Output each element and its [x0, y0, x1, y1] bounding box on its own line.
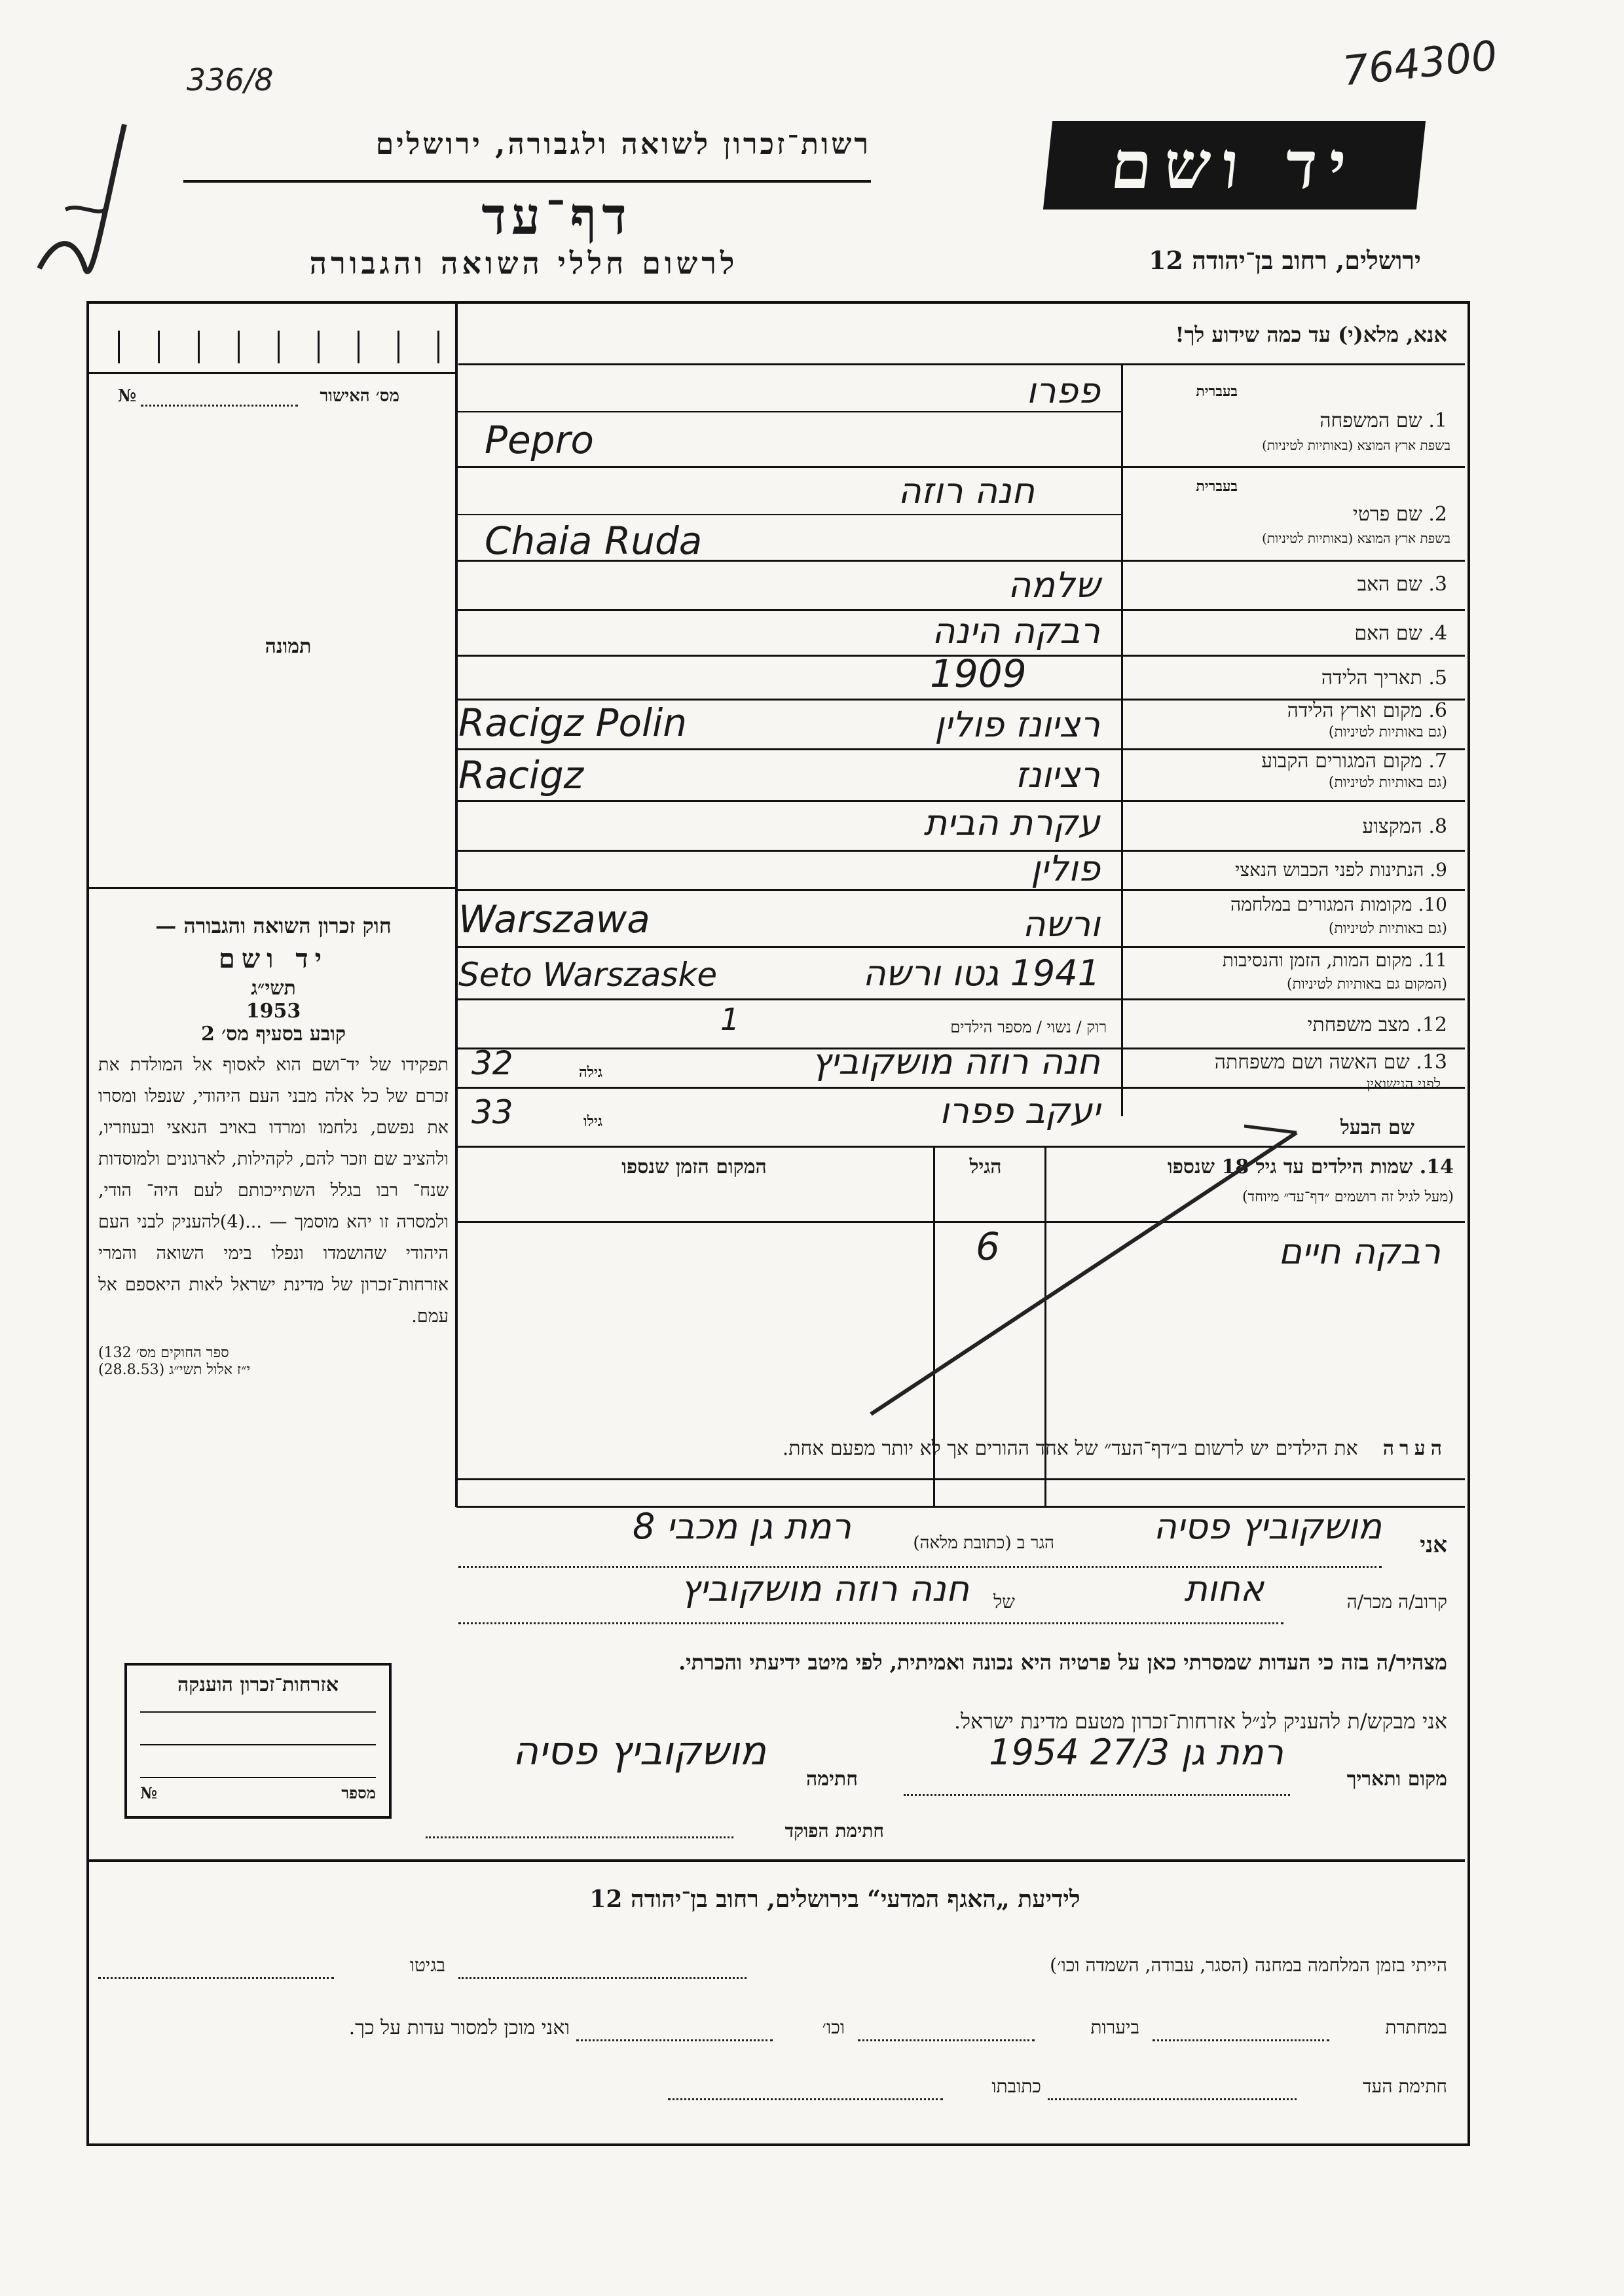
- row-line: [456, 946, 1465, 948]
- place-date-label: מקום ותאריך: [1346, 1768, 1447, 1791]
- place-date-value[interactable]: רמת גן 27/3 1954: [989, 1732, 1283, 1773]
- field-title: הנתינות לפני הכבוש הנאצי: [1235, 859, 1424, 881]
- sidebar-top-divider: [88, 372, 456, 374]
- husband-age-label: גילו: [583, 1113, 602, 1130]
- law-year-hebrew: תשי״ג: [251, 977, 296, 1000]
- field-sub-label: בעברית: [1196, 383, 1238, 400]
- declarant-i-label: אני: [1420, 1532, 1447, 1558]
- note-text: את הילדים יש לרשום ב״דף־העד״ של אחד ההורים אך לא יותר מפעם אחת.: [782, 1437, 1358, 1460]
- declarant-name[interactable]: מושקוביץ פסיה: [1153, 1506, 1382, 1547]
- birth-date-value[interactable]: 1909: [930, 651, 1027, 696]
- stamp-box-no-symbol: №: [140, 1783, 158, 1802]
- footer-etc: וכו׳: [822, 2016, 845, 2038]
- marital-options-label: רוק / נשוי / מספר הילדים: [950, 1018, 1107, 1036]
- field-hint: לפני הנישואין: [1366, 1076, 1441, 1093]
- row-line: [456, 889, 1465, 891]
- wife-age-value[interactable]: 32: [471, 1044, 513, 1082]
- field-title: מקום המות, הזמן והנסיבות: [1222, 949, 1412, 971]
- footer-underground: במחתרת: [1385, 2016, 1447, 2038]
- field-label: [1126, 859, 1447, 881]
- footer-forests-field[interactable]: [858, 2039, 1035, 2041]
- first-name-hebrew[interactable]: חנה רוזה: [898, 470, 1035, 511]
- field-title: שם האם: [1354, 622, 1422, 645]
- row-line: [456, 466, 1465, 468]
- field-title: שם הבעל: [1340, 1116, 1414, 1139]
- husband-age-value[interactable]: 33: [471, 1093, 513, 1131]
- law-year: 1953: [246, 1000, 301, 1023]
- form-subtitle: לרשום חללי השואה והגבורה: [309, 246, 739, 281]
- children-col-age: הגיל: [969, 1156, 1002, 1178]
- note-label: הערה: [1382, 1437, 1447, 1460]
- footer-line1-field[interactable]: [458, 1977, 747, 1979]
- occupation-value[interactable]: עקרת הבית: [923, 802, 1100, 843]
- handwritten-record-number: 764300: [1340, 31, 1500, 96]
- field-label: [1139, 573, 1447, 596]
- death-place-latin[interactable]: Seto Warszaske: [458, 956, 718, 994]
- family-name-hebrew[interactable]: פפרו: [1026, 370, 1100, 411]
- official-signature-label: חתימת הפוקד: [784, 1820, 884, 1842]
- field-number: 6.: [1428, 699, 1447, 722]
- label-column-divider: [1121, 363, 1123, 1116]
- field-hint: (גם באותיות לטיניות): [1328, 920, 1447, 937]
- footer-witness-signature: חתימת העד: [1363, 2075, 1447, 2097]
- declarant-resides-label: הגר ב (כתובת מלאה): [913, 1533, 1054, 1553]
- field-label: [1139, 1013, 1447, 1036]
- footer-address: כתובתו: [991, 2075, 1041, 2097]
- footer-line2-end: ואני מוכן למסור עדות על כך.: [348, 2016, 570, 2039]
- field-label: [1139, 666, 1447, 689]
- field-number: 13.: [1416, 1051, 1447, 1074]
- row-line: [456, 998, 1465, 1000]
- field-number: 12.: [1416, 1013, 1447, 1036]
- field-title: מצב משפחתי: [1307, 1013, 1410, 1036]
- wartime-residence-hebrew[interactable]: ורשה: [1022, 903, 1100, 945]
- handwritten-file-number: 336/8: [187, 62, 274, 98]
- field-title: מקום המגורים הקבוע: [1261, 750, 1422, 773]
- row-line: [456, 411, 1121, 412]
- law-source: (ספר החוקים מס׳ 132: [98, 1345, 229, 1361]
- residence-latin[interactable]: Racigz: [458, 753, 584, 797]
- footer-ghetto-field[interactable]: [98, 1977, 334, 1979]
- stamp-box-number-label: מספר: [341, 1783, 376, 1802]
- law-block: [98, 913, 449, 1378]
- footer-address-field[interactable]: [668, 2098, 943, 2100]
- first-name-latin[interactable]: Chaia Ruda: [485, 519, 703, 563]
- field-title: תאריך הלידה: [1321, 666, 1422, 689]
- marital-children-count[interactable]: 1: [720, 1002, 740, 1037]
- row-line: [456, 514, 1121, 515]
- footer-line1: הייתי בזמן המלחמה במחנה (הסגר, עבודה, השמדה וכו׳): [1050, 1954, 1447, 1976]
- photo-label: תמונה: [265, 635, 312, 658]
- logo-text: יד ושם: [1107, 126, 1362, 204]
- law-title: חוק זכרון השואה והגבורה —: [155, 913, 392, 938]
- field-title: המקצוע: [1362, 815, 1422, 838]
- husband-name-value[interactable]: יעקב פפרו: [939, 1090, 1100, 1131]
- birth-place-latin[interactable]: Racigz Polin: [458, 701, 687, 745]
- birth-place-hebrew[interactable]: רציונז פולין: [934, 704, 1100, 745]
- mother-name-value[interactable]: רבקה הינה: [932, 610, 1100, 651]
- children-col-place: המקום הזמן שנספו: [621, 1156, 767, 1178]
- field-number: 5.: [1428, 666, 1447, 689]
- checkmark-scribble-icon: [26, 111, 157, 308]
- footer-line1-end: בגיטו: [409, 1954, 445, 1976]
- field-number: 9.: [1430, 859, 1447, 881]
- children-heading-note: (מעל לגיל זה רושמים ״דף־עד״ מיוחד): [1242, 1189, 1454, 1205]
- cert-label: מס׳ האישור: [320, 386, 399, 406]
- footer-witness-signature-field[interactable]: [1048, 2098, 1297, 2100]
- declarant-address[interactable]: רמת גן מכבי 8: [633, 1506, 851, 1547]
- field-number: 4.: [1428, 622, 1447, 645]
- field-hint: בשפת ארץ המוצא (באותיות לטיניות): [1262, 530, 1450, 546]
- barcode-ticks: [118, 331, 445, 363]
- relation-line: [458, 1622, 1283, 1624]
- footer-underground-field[interactable]: [1153, 2039, 1329, 2041]
- field-label: [1139, 750, 1447, 773]
- cert-number-field[interactable]: [141, 405, 298, 407]
- footer-forests: ביערות: [1090, 2016, 1139, 2038]
- field-label: [1139, 409, 1447, 432]
- field-number: 7.: [1428, 750, 1447, 773]
- note-line: [471, 1437, 1447, 1460]
- strike-through-lines: [851, 1106, 1310, 1421]
- field-hint: (גם באותיות לטיניות): [1328, 774, 1447, 791]
- field-number: 11.: [1418, 949, 1447, 971]
- field-title: מקום וארץ הלידה: [1287, 699, 1422, 722]
- child-name[interactable]: רבקה חיים: [1278, 1231, 1441, 1272]
- cert-no-symbol: №: [118, 386, 137, 406]
- nationality-value[interactable]: פולין: [1031, 848, 1100, 889]
- field-number: 8.: [1428, 815, 1447, 838]
- wartime-residence-latin[interactable]: Warszawa: [458, 897, 650, 941]
- children-heading-text: שמות הילדים עד גיל 18 שנספו: [1167, 1156, 1413, 1178]
- footer-etc-field[interactable]: [576, 2039, 773, 2041]
- law-text: תפקידו של יד־ושם הוא לאסוף אל המולדת את זכרם של כל אלה מבני העם היהודי, שנפלו ומסרו את נפשם, נלחמו ומרדו באויב הנאצי ובעוזריו, ולהציב שם וזכר להם, לקהילות, לארגונים ולמוסדות שנח־ רבו בגלל השתייכותם לעם היה־ הודי, ולמסרה זו יהא מוסמך — ...(4)להעניק לבני העם היהודי שהושמדו ונפלו בימי השואה והמרי אזרחות־זכרון של מדינת ישראל לאות היאספם אל עמם.: [98, 1055, 449, 1326]
- field-title: מקומות המגורים במלחמה: [1230, 894, 1412, 915]
- stamp-box-title: אזרחות־זכרון הוענקה: [177, 1673, 339, 1696]
- form-title: דף־עד: [481, 187, 632, 246]
- field-number: 3.: [1428, 573, 1447, 596]
- declarant-signature[interactable]: מושקוביץ פסיה: [512, 1728, 766, 1774]
- citizenship-stamp-box: [124, 1663, 392, 1819]
- field-number: 14.: [1419, 1156, 1454, 1178]
- relation-label: קרוב/ה מכר/ה: [1346, 1591, 1447, 1613]
- note-underline: [456, 1478, 1465, 1480]
- of-label: של: [993, 1591, 1015, 1613]
- yad-vashem-logo: [1043, 121, 1426, 210]
- footer-divider: [88, 1859, 1465, 1862]
- field-number: 2.: [1428, 503, 1447, 526]
- field-label: [1139, 622, 1447, 645]
- official-signature-line: [426, 1836, 733, 1838]
- law-clause: קובע בסעיף מס׳ 2: [200, 1023, 346, 1046]
- field-sub-label: בעברית: [1196, 478, 1238, 495]
- field-label: [1126, 894, 1447, 916]
- appeal-divider: [458, 363, 1465, 365]
- header-underline: [183, 180, 871, 183]
- law-name: יד ושם: [218, 943, 329, 974]
- field-number: 1.: [1428, 409, 1447, 432]
- footer-title: לידיעת „האגף המדעי“ בירושלים, רחוב בן־יהודה 12: [589, 1886, 1080, 1913]
- field-hint: (גם באותיות לטיניות): [1328, 724, 1447, 740]
- field-label: [1139, 815, 1447, 838]
- authority-name: רשות־זכרון לשואה ולגבורה, ירושלים: [375, 128, 871, 161]
- field-title: שם פרטי: [1352, 503, 1422, 526]
- photo-bottom-divider: [88, 887, 456, 889]
- family-name-latin[interactable]: Pepro: [485, 418, 594, 462]
- field-hint: (המקום גם באותיות לטיניות): [1287, 976, 1447, 993]
- field-number: 10.: [1418, 894, 1447, 915]
- sidebar-divider: [455, 302, 458, 1507]
- field-hint: בשפת ארץ המוצא (באותיות לטיניות): [1262, 437, 1450, 453]
- signature-label: חתימה: [806, 1768, 858, 1791]
- law-source-date: י״ז אלול תשי״ג (28.8.53): [98, 1362, 251, 1378]
- declaration-text: מצהיר/ה בזה כי העדות שמסרתי כאן על פרטיה היא נכונה ואמיתית, לפי מיטב ידיעתי והכרתי.: [678, 1650, 1447, 1675]
- place-date-line: [904, 1794, 1290, 1796]
- death-place-hebrew[interactable]: 1941 גטו ורשה: [862, 953, 1100, 994]
- field-label: [1139, 503, 1447, 526]
- relation-value[interactable]: אחות: [1184, 1568, 1264, 1609]
- header-address: ירושלים, רחוב בן־יהודה 12: [1149, 246, 1421, 275]
- father-name-value[interactable]: שלמה: [1008, 564, 1100, 606]
- of-value[interactable]: חנה רוזה מושקוביץ: [680, 1568, 969, 1609]
- field-label: [1139, 699, 1447, 722]
- field-title: שם המשפחה: [1320, 409, 1422, 432]
- field-title: שם האב: [1357, 573, 1422, 596]
- field-label: [1126, 1051, 1447, 1074]
- field-label: [1126, 949, 1447, 972]
- wife-name-value[interactable]: חנה רוזה מושקוביץ: [811, 1041, 1100, 1082]
- appeal-text: אנא, מלא(י) עד כמה שידוע לך!: [1175, 322, 1447, 347]
- wife-age-label: גילה: [579, 1064, 602, 1081]
- field-title: שם האשה ושם משפחתה: [1214, 1051, 1410, 1074]
- residence-hebrew[interactable]: רציונז: [1015, 754, 1100, 795]
- request-text: אני מבקש/ת להעניק לנ״ל אזרחות־זכרון מטעם מדינת ישראל.: [953, 1709, 1447, 1734]
- child-age[interactable]: 6: [976, 1224, 1000, 1269]
